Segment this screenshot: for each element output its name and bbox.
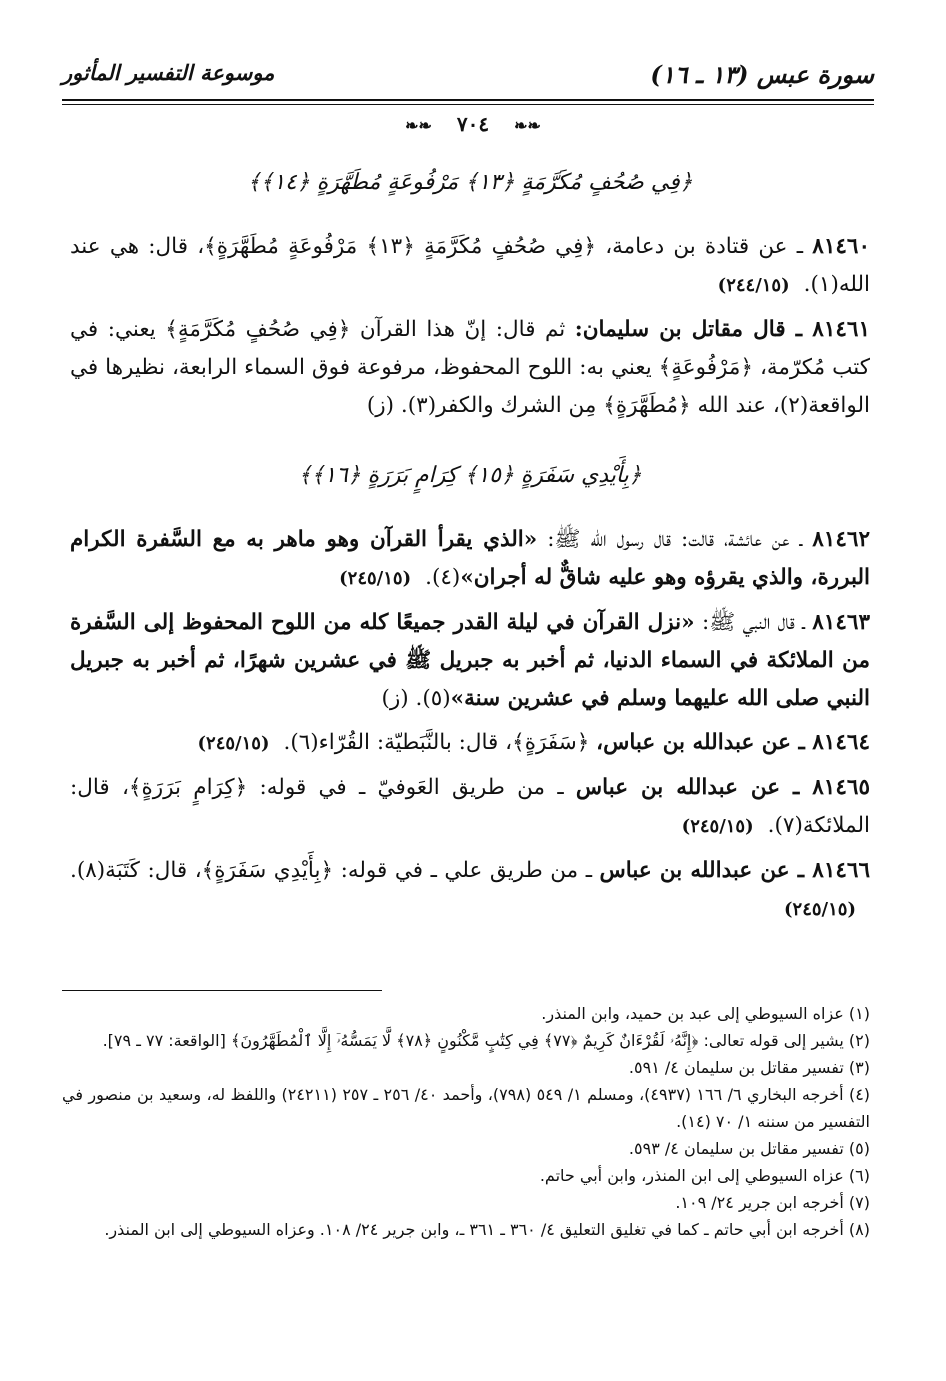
narration-tail: (٥). (ز) xyxy=(381,686,451,711)
narration-81460 xyxy=(70,228,870,305)
narration-number: ٨١٤٦٥ xyxy=(812,775,870,800)
book-title: موسوعة التفسير المأثور xyxy=(62,60,275,85)
narration-text: ـ من طريق العَوفيّ ـ في قوله: ﴿كِرَامٍ بَرَرَةٍ﴾، قال: الملائكة(٧). xyxy=(70,775,870,838)
surah-title: سورة عبس (١٣ ـ ١٦) xyxy=(650,60,874,89)
ornament-icon: ❧❧ xyxy=(405,116,432,135)
narrator: ـ عن عبدالله بن عباس xyxy=(575,775,813,800)
narration-text: ـ من طريق علي ـ في قوله: ﴿بِأَيْدِي سَفَرَةٍ﴾، قال: كَتَبَة(٨). xyxy=(70,858,600,883)
narration-81462 xyxy=(70,521,870,598)
narration-text: ﴿سَفَرَةٍ﴾، قال: بالنَّبَطيّة: القُرّاء(٦). xyxy=(283,730,597,755)
footnote-4: (٤) أخرجه البخاري ٦/ ١٦٦ (٤٩٣٧)، ومسلم ١/ ٥٤٩ (٧٩٨)، وأحمد ٤٠/ ٢٥٦ ـ ٢٥٧ (٢٤٢١١) واللفظ له، وسعيد بن منصور في التفسير من سننه ١/ ٧٠ (١٤). xyxy=(62,1085,871,1131)
page-number: ٧٠٤ xyxy=(456,112,490,136)
verse-heading-2: ﴿بِأَيْدِي سَفَرَةٍ ﴿١٥﴾ كِرَامٍ بَرَرَةٍ ﴿١٦﴾﴾ xyxy=(298,463,642,488)
hadith-text: «الذي يقرأ القرآن وهو ماهر به مع السَّفرة الكرام البررة، والذي يقرؤه وهو عليه شاقٌّ له أجران» xyxy=(70,527,870,590)
narration-tail: (٤). xyxy=(425,565,461,590)
narration-81464 xyxy=(70,724,870,763)
narrator: ـ عن عبدالله بن عباس، xyxy=(596,730,813,755)
narration-81465 xyxy=(70,769,870,846)
narration-81466 xyxy=(70,852,870,929)
narration-number: ٨١٤٦٠ xyxy=(812,234,871,259)
hadith-text: «نزل القرآن في ليلة القدر جميعًا كله من اللوح المحفوظ إلى السَّفرة من الملائكة في السماء الدنيا، ثم أخبر به جبريل ﷺ في عشرين شهرًا، ثم أخبر به جبريل النبي صلى الله عليهما وسلم في عشرين سنة» xyxy=(70,610,870,711)
narration-number: ٨١٤٦٣ xyxy=(812,610,870,635)
narrator: ـ قال مقاتل بن سليمان: xyxy=(574,317,813,342)
narration-81463 xyxy=(70,604,870,718)
page-body xyxy=(70,150,870,935)
volume-reference: (٢٤٥/١٥) xyxy=(197,733,270,754)
volume-reference: (٢٤٥/١٥) xyxy=(681,816,754,837)
narration-text: ثم قال: إنّ هذا القرآن ﴿فِي صُحُفٍ مُكَرَّمَةٍ﴾ يعني: في كتب مُكرّمة، ﴿مَرْفُوعَةٍ﴾ يعني به: اللوح المحفوظ، مرفوعة فوق السماء الرابعة، نظيرها في الواقعة(٢)، عند الله ﴿مُطَهَّرَةٍ﴾ مِن الشرك والكفر(٣). (ز) xyxy=(70,317,870,418)
narration-text: ـ عن قتادة بن دعامة، ﴿فِي صُحُفٍ مُكَرَّمَةٍ ﴿١٣﴾ مَرْفُوعَةٍ مُطَهَّرَةٍ﴾، قال: هي عند الله(١). xyxy=(70,234,870,297)
footnote-8: (٨) أخرجه ابن أبي حاتم ـ كما في تغليق التعليق ٤/ ٣٦٠ ـ ٣٦١ ـ، وابن جرير ٢٤/ ١٠٨. وعزاه السيوطي إلى ابن المنذر. xyxy=(104,1220,870,1239)
footnote-5: (٥) تفسير مقاتل بن سليمان ٤/ ٥٩٣. xyxy=(628,1139,870,1158)
footnotes xyxy=(62,1000,870,1243)
narration-number: ٨١٤٦٦ xyxy=(812,858,871,883)
footnote-separator xyxy=(62,990,382,991)
volume-reference: (٢٤٤/١٥) xyxy=(717,275,790,296)
narration-lead: ـ عن عائشة، قالت: قال رسول الله ﷺ: xyxy=(537,527,813,552)
header-rule xyxy=(62,99,874,101)
footnote-1: (١) عزاه السيوطي إلى عبد بن حميد، وابن المنذر. xyxy=(541,1004,870,1023)
narration-number: ٨١٤٦١ xyxy=(812,317,871,342)
narration-number: ٨١٤٦٢ xyxy=(812,527,870,552)
page-header xyxy=(62,58,874,98)
footnote-7: (٧) أخرجه ابن جرير ٢٤/ ١٠٩. xyxy=(675,1193,870,1212)
volume-reference: (٢٤٥/١٥) xyxy=(339,568,412,589)
volume-reference: (٢٤٥/١٥) xyxy=(784,899,856,920)
ornament-icon: ❧❧ xyxy=(514,116,541,135)
narration-number: ٨١٤٦٤ xyxy=(812,730,870,755)
footnote-6: (٦) عزاه السيوطي إلى ابن المنذر، وابن أبي حاتم. xyxy=(539,1166,870,1185)
page-number-line xyxy=(0,112,946,136)
narrator: ـ عن عبدالله بن عباس xyxy=(599,858,813,883)
narration-lead: ـ قال النبي ﷺ: xyxy=(694,610,813,635)
narration-81461 xyxy=(70,311,870,425)
verse-heading-1: ﴿فِي صُحُفٍ مُكَرَّمَةٍ ﴿١٣﴾ مَرْفُوعَةٍ مُطَهَّرَةٍ ﴿١٤﴾﴾ xyxy=(247,170,693,195)
footnote-2: (٢) يشير إلى قوله تعالى: ﴿إِنَّهُۥ لَقُرْءَانٌ كَرِيمٌ ﴿٧٧﴾ فِي كِتَٰبٍ مَّكْنُونٍ ﴿٧٨﴾ لَّا يَمَسُّهُۥٓ إِلَّا ٱلْمُطَهَّرُونَ﴾ [الواقعة: ٧٧ ـ ٧٩]. xyxy=(102,1031,870,1050)
header-rule-thin xyxy=(62,104,874,105)
footnote-3: (٣) تفسير مقاتل بن سليمان ٤/ ٥٩١. xyxy=(628,1058,870,1077)
